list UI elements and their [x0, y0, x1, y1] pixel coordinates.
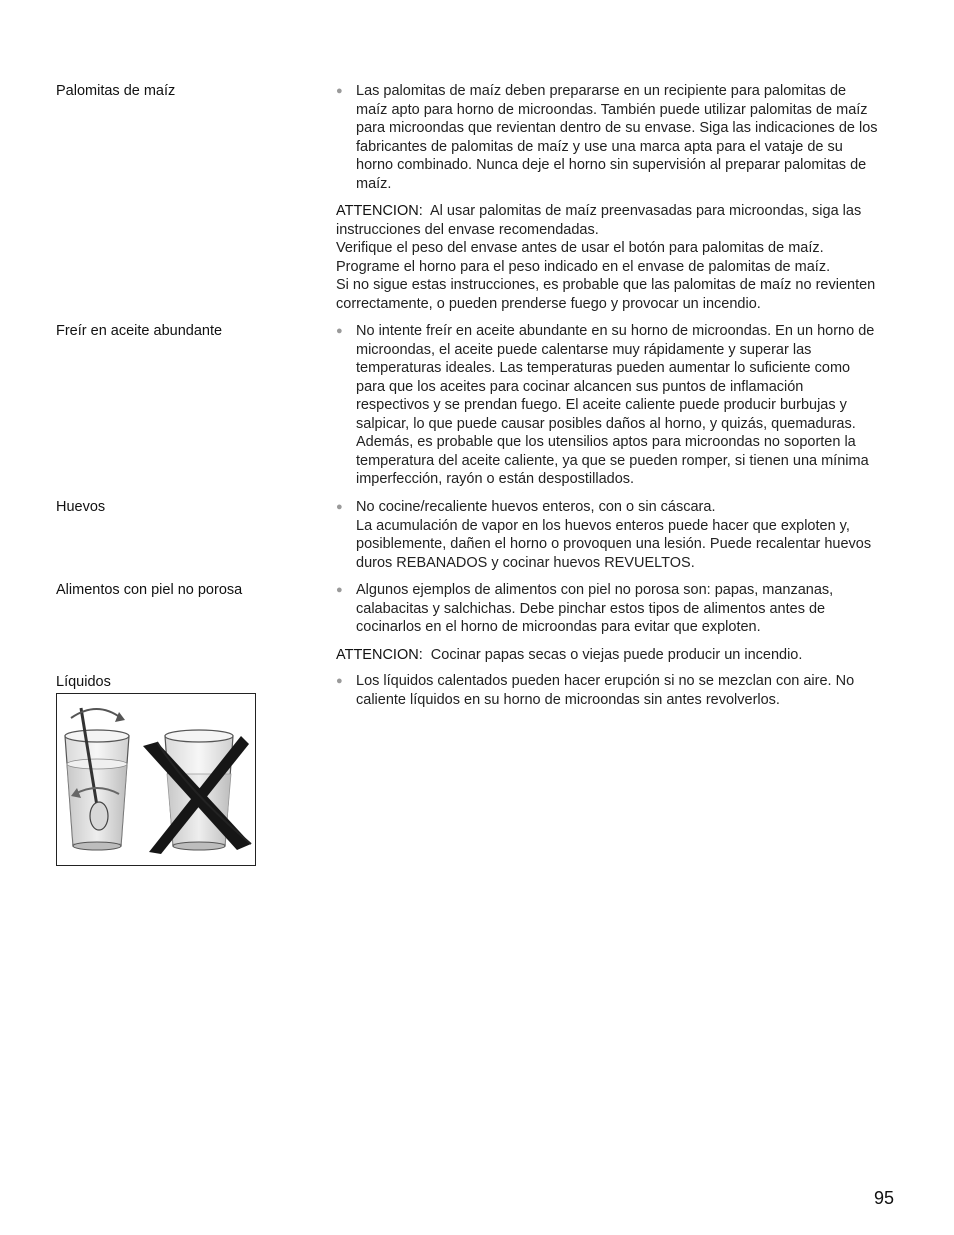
section-body-huevos [336, 498, 902, 572]
bullet-dot: ● [336, 501, 343, 513]
text-line: calabacitas y salchichas. Debe pinchar estos tipos de alimentos antes de [356, 600, 826, 617]
text-line: temperaturas ideales. Las temperaturas pueden aumentar lo suficiente como [356, 360, 851, 376]
text-line: duros REBANADOS y cocinar huevos REVUELTOS. [356, 554, 695, 571]
bullet-dot: ● [336, 85, 343, 97]
bullet-dot: ● [336, 325, 343, 337]
text-line: caliente líquidos en su horno de microondas sin antes revolverlos. [356, 691, 780, 708]
text-line: Programe el horno para el peso indicado en el envase de palomitas de maíz. [336, 258, 831, 275]
text-line: horno combinado. Nunca deje el horno sin supervisión al preparar palomitas de [356, 157, 867, 173]
text-line: fabricantes de palomitas de maíz y use una marca apta para el vataje de su [356, 138, 843, 155]
bullet-liquidos [336, 672, 902, 709]
text-line: salpicar, lo que puede causar posibles daños al horno, y quizás, quemaduras. [356, 415, 856, 432]
attention-note-alimentos [336, 646, 902, 665]
page-number: 95 [874, 1188, 895, 1208]
text-line: para que los aceites para cocinar alcancen sus puntos de inflamación [356, 378, 804, 395]
section-label-huevos: Huevos [56, 499, 106, 515]
text-line: imperfección, rayón o están despostillados. [356, 471, 635, 487]
section-label-palomitas: Palomitas de maíz [56, 83, 176, 99]
bullet-dot: ● [336, 675, 343, 687]
text-line: Algunos ejemplos de alimentos con piel no porosa son: papas, manzanas, [356, 582, 834, 598]
text-line: Si no sigue estas instrucciones, es probable que las palomitas de maíz no revienten [336, 277, 876, 293]
note-first-line: Cocinar papas secas o viejas puede producir un incendio. [430, 646, 803, 663]
text-line: Los líquidos calentados pueden hacer erupción si no se mezclan con aire. No [356, 673, 855, 689]
text-line [336, 646, 902, 665]
text-line: respectivos y se prendan fuego. El aceite caliente puede producir burbujas y [356, 397, 847, 413]
stirred-glass-icon [65, 708, 129, 850]
text-line: cocinarlos en el horno de microondas para evitar que exploten. [356, 619, 761, 635]
bullet-dot: ● [336, 584, 343, 596]
text-line: maíz apto para horno de microondas. También puede utilizar palomitas de maíz [356, 101, 868, 118]
section-label-liquidos: Líquidos [56, 674, 111, 690]
attention-keyword: ATTENCION: [336, 203, 423, 219]
text-line: No intente freír en aceite abundante en su horno de microondas. En un horno de [356, 323, 875, 339]
section-body-freir [336, 322, 902, 489]
note-first-line: Al usar palomitas de maíz preenvasadas para microondas, siga las [430, 203, 862, 219]
text-line: posiblemente, dañen el horno o provoquen una lesión. Puede recalentar huevos [356, 536, 872, 552]
text-line: instrucciones del envase recomendadas. [336, 221, 599, 238]
section-body-liquidos [336, 672, 902, 709]
text-line: correctamente, o pueden prenderse fuego y provocar un incendio. [336, 295, 761, 312]
text-line: temperatura del aceite caliente, ya que se pueden romper, si tienen una mínima [356, 452, 869, 469]
attention-note-palomitas [336, 202, 902, 313]
bullet-alimentos [336, 581, 902, 637]
text-line: Las palomitas de maíz deben prepararse en un recipiente para palomitas de [356, 83, 847, 99]
section-body-palomitas [336, 82, 902, 313]
text-line: maíz. [356, 175, 392, 192]
liquid-stirring-illustration [56, 693, 256, 866]
text-line [336, 202, 902, 221]
text-line: microondas, el aceite puede calentarse muy rápidamente y superar las [356, 341, 812, 358]
section-label-freir: Freír en aceite abundante [56, 323, 223, 339]
bullet-freir [336, 322, 902, 489]
text-line: para microondas que revientan dentro de su envase. Siga las indicaciones de los [356, 120, 878, 136]
bullet-palomitas [336, 82, 902, 193]
text-line: No cocine/recaliente huevos enteros, con o sin cáscara. [356, 499, 716, 515]
bullet-huevos [336, 498, 902, 572]
section-label-alimentos: Alimentos con piel no porosa [56, 582, 243, 598]
text-line: La acumulación de vapor en los huevos enteros puede hacer que exploten y, [356, 517, 850, 534]
glasses-drawing [57, 694, 255, 865]
text-line: Además, es probable que los utensilios aptos para microondas no soporten la [356, 434, 856, 450]
attention-keyword: ATTENCION: [336, 646, 423, 663]
text-line: Verifique el peso del envase antes de usar el botón para palomitas de maíz. [336, 240, 824, 256]
section-body-alimentos [336, 581, 902, 664]
